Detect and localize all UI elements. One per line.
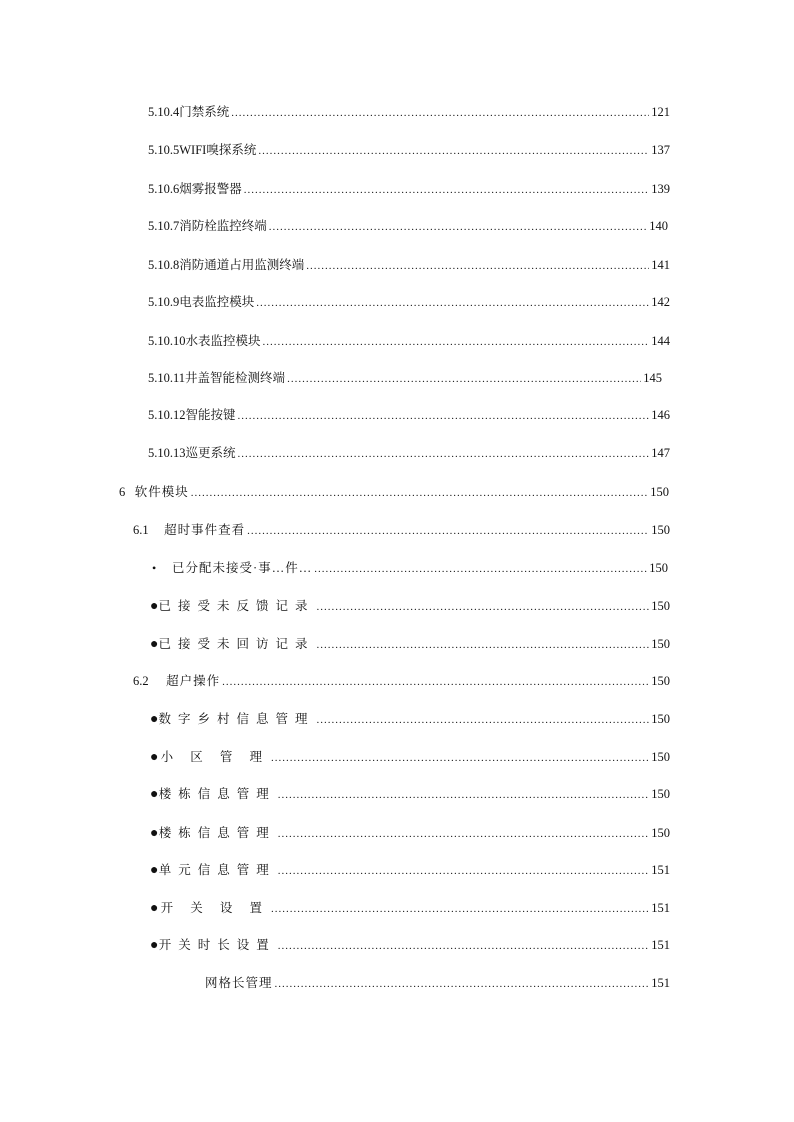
toc-entry-page: 150 xyxy=(651,637,670,651)
toc-entry-page: 147 xyxy=(651,446,670,460)
toc-entry-number: 5.10.13 xyxy=(148,446,186,460)
toc-entry-page: 144 xyxy=(651,334,670,348)
dot-leader xyxy=(306,258,649,274)
toc-entry-title: 已接受未回访记录 xyxy=(158,637,315,651)
toc-entry-title: 门禁系统 xyxy=(179,105,230,119)
toc-entry-number: 5.10.8 xyxy=(148,258,180,272)
toc-entry-title: 井盖智能检测终端 xyxy=(185,371,286,385)
toc-entry-number: 5.10.7 xyxy=(148,219,180,233)
toc-bullet-entry[interactable] xyxy=(150,711,670,728)
toc-entry-page: 150 xyxy=(649,561,668,575)
toc-entry-page: 145 xyxy=(643,371,662,385)
toc-entry[interactable] xyxy=(148,257,670,274)
toc-entry-title: 开关时长设置 xyxy=(158,938,276,952)
toc-entry[interactable] xyxy=(148,218,668,235)
toc-entry-number: 6.2 xyxy=(133,674,149,688)
toc-entry-number: 6 xyxy=(119,485,126,499)
dot-leader xyxy=(263,334,650,350)
bullet-marker: ● xyxy=(150,901,159,916)
toc-entry-title: 已分配未接受·事…件… xyxy=(172,561,313,575)
toc-entry[interactable] xyxy=(148,294,670,311)
dot-leader xyxy=(271,750,649,766)
toc-entry-page: 150 xyxy=(651,750,670,764)
dot-leader xyxy=(238,446,650,462)
toc-bullet-entry[interactable] xyxy=(150,900,670,917)
dot-leader xyxy=(278,863,649,879)
toc-entry-title: 巡更系统 xyxy=(185,446,236,460)
toc-entry-page: 151 xyxy=(651,901,670,915)
toc-entry[interactable] xyxy=(148,333,670,350)
dot-leader xyxy=(222,674,649,690)
toc-entry-title: 软件模块 xyxy=(134,485,189,499)
bullet-marker: ● xyxy=(150,787,159,802)
dot-leader xyxy=(278,826,649,842)
toc-bullet-entry[interactable] xyxy=(150,786,670,803)
toc-entry-page: 140 xyxy=(649,219,668,233)
toc-bullet-entry[interactable] xyxy=(150,825,670,842)
toc-bullet-entry[interactable] xyxy=(150,749,670,766)
bullet-marker: ● xyxy=(150,938,159,953)
toc-bullet-entry[interactable] xyxy=(150,862,670,879)
bullet-marker: ● xyxy=(150,826,159,841)
dot-leader xyxy=(258,143,649,159)
toc-entry[interactable] xyxy=(148,104,670,121)
toc-entry-title: 楼栋信息管理 xyxy=(158,826,276,840)
toc-entry[interactable] xyxy=(205,975,670,992)
toc-bullet-entry[interactable] xyxy=(150,636,670,653)
toc-entry-page: 150 xyxy=(651,599,670,613)
toc-entry-title: 烟雾报警器 xyxy=(179,182,242,196)
toc-entry[interactable] xyxy=(148,142,670,159)
toc-entry[interactable] xyxy=(148,181,670,198)
dot-leader xyxy=(275,976,650,992)
toc-entry-page: 150 xyxy=(651,826,670,840)
toc-entry-title: 超时事件查看 xyxy=(164,523,246,537)
toc-entry-title: 水表监控模块 xyxy=(185,334,261,348)
toc-entry[interactable] xyxy=(148,370,662,387)
toc-entry-page: 146 xyxy=(651,408,670,422)
toc-entry-title: 小 区 管 理 xyxy=(160,750,269,764)
toc-entry-number: 5.10.12 xyxy=(148,408,186,422)
toc-bullet-entry[interactable] xyxy=(150,937,670,954)
toc-section-entry[interactable] xyxy=(133,522,670,539)
bullet-marker: ● xyxy=(150,637,159,652)
dot-leader xyxy=(231,105,649,121)
toc-entry-page: 150 xyxy=(651,712,670,726)
dot-leader xyxy=(256,295,649,311)
toc-section-entry[interactable] xyxy=(133,673,670,690)
bullet-marker: ● xyxy=(150,712,159,727)
toc-entry-page: 151 xyxy=(651,938,670,952)
bullet-marker: ● xyxy=(150,863,159,878)
dot-leader xyxy=(191,485,649,501)
toc-entry-page: 150 xyxy=(651,674,670,688)
dot-leader xyxy=(244,182,649,198)
toc-entry-number: 5.10.4 xyxy=(148,105,180,119)
bullet-marker: ● xyxy=(150,750,159,765)
toc-entry-title: 数字乡村信息管理 xyxy=(158,712,315,726)
toc-entry-page: 142 xyxy=(651,295,670,309)
dot-leader xyxy=(238,408,650,424)
toc-entry-title: 单元信息管理 xyxy=(158,863,276,877)
dot-leader xyxy=(316,599,649,615)
toc-entry-number: 6.1 xyxy=(133,523,149,537)
dot-leader xyxy=(247,523,649,539)
toc-entry[interactable] xyxy=(148,445,670,462)
toc-entry-number: 5.10.6 xyxy=(148,182,180,196)
toc-entry-page: 139 xyxy=(651,182,670,196)
toc-bullet-entry[interactable] xyxy=(148,560,668,577)
toc-entry-number: 5.10.10 xyxy=(148,334,186,348)
toc-entry-number: 5.10.11 xyxy=(148,371,186,385)
toc-entry-title: 已接受未反馈记录 xyxy=(158,599,315,613)
bullet-marker: ● xyxy=(150,599,159,614)
dot-leader xyxy=(278,938,649,954)
dot-leader xyxy=(278,787,649,803)
toc-entry-page: 137 xyxy=(651,143,670,157)
toc-bullet-entry[interactable] xyxy=(150,598,670,615)
dot-leader xyxy=(271,901,649,917)
toc-entry-title: 开 关 设 置 xyxy=(160,901,269,915)
toc-entry-title: 智能按键 xyxy=(185,408,236,422)
dot-leader xyxy=(314,561,647,577)
toc-entry-title: 楼栋信息管理 xyxy=(158,787,276,801)
toc-entry[interactable] xyxy=(148,407,670,424)
toc-entry-number: 5.10.5 xyxy=(148,143,180,157)
bullet-marker: • xyxy=(152,561,157,575)
dot-leader xyxy=(287,371,641,387)
toc-entry-page: 141 xyxy=(651,258,670,272)
toc-entry-title: 消防通道占用监测终端 xyxy=(179,258,305,272)
toc-entry-title: 超户操作 xyxy=(166,674,221,688)
toc-entry-page: 121 xyxy=(651,105,670,119)
dot-leader xyxy=(316,637,649,653)
toc-entry-number: 5.10.9 xyxy=(148,295,180,309)
toc-chapter-entry[interactable] xyxy=(119,484,669,501)
dot-leader xyxy=(316,712,649,728)
toc-entry-page: 150 xyxy=(650,485,669,499)
toc-entry-page: 150 xyxy=(651,787,670,801)
dot-leader xyxy=(269,219,647,235)
toc-entry-page: 150 xyxy=(651,523,670,537)
toc-entry-title: 消防栓监控终端 xyxy=(179,219,267,233)
toc-entry-page: 151 xyxy=(651,863,670,877)
toc-entry-page: 151 xyxy=(651,976,670,990)
toc-entry-title: WIFI嗅探系统 xyxy=(179,143,257,157)
toc-entry-title: 电表监控模块 xyxy=(179,295,255,309)
toc-entry-title: 网格长管理 xyxy=(205,976,273,990)
